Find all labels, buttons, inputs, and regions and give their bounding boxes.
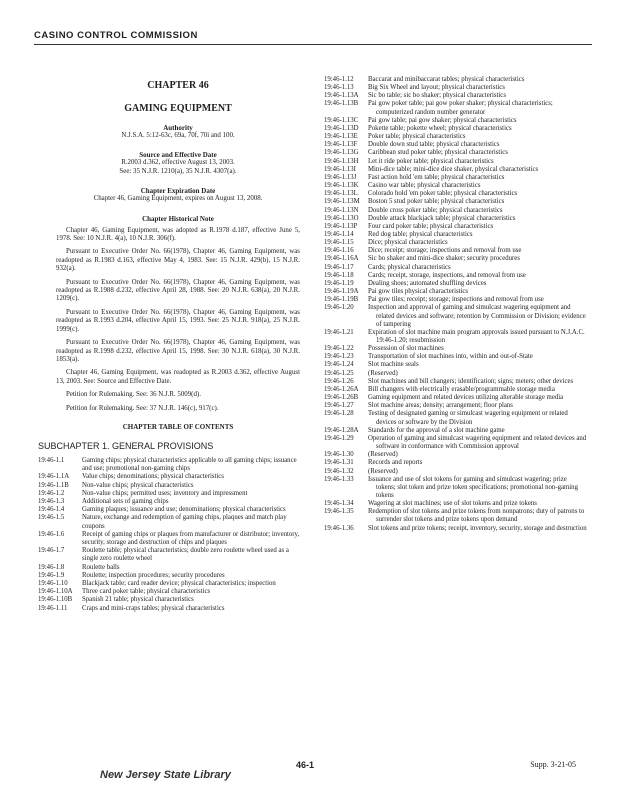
section-title: Double down stud table; physical characteristics bbox=[368, 141, 500, 149]
section-number: 19:46-1.13N bbox=[324, 206, 359, 214]
section-number: 19:46-1.13E bbox=[324, 133, 358, 141]
section-title: Dice; receipt; storage; inspections and removal from use bbox=[368, 247, 522, 255]
section-number: 19:46-1.7 bbox=[38, 547, 65, 555]
toc-entry bbox=[38, 514, 300, 530]
toc-entry bbox=[38, 588, 300, 596]
toc-entry bbox=[324, 386, 588, 394]
toc-entry bbox=[38, 482, 300, 490]
toc-entry bbox=[324, 378, 588, 386]
toc-entry bbox=[324, 247, 588, 255]
section-title: Craps and mini-craps tables; physical characteristics bbox=[82, 604, 225, 612]
expiration-text: Chapter 46, Gaming Equipment, expires on August 13, 2008. bbox=[93, 195, 263, 203]
toc-entry bbox=[324, 500, 588, 508]
toc-entry bbox=[324, 353, 588, 361]
toc-entry bbox=[38, 490, 300, 498]
toc-entry bbox=[324, 394, 588, 402]
section-title: Boston 5 stud poker table; physical characteristics bbox=[368, 198, 505, 206]
section-title: Transportation of slot machines into, within and out-of-State bbox=[368, 353, 533, 361]
section-number: 19:46-1.8 bbox=[38, 563, 65, 571]
toc-entry bbox=[324, 223, 588, 231]
toc-entry bbox=[324, 239, 588, 247]
section-number: 19:46-1.13B bbox=[324, 100, 359, 108]
section-title: Receipt of gaming chips or plaques from manufacturer or distributor; inventory, security, storage and destruction of chips and plaques bbox=[82, 530, 300, 546]
section-title: Let it ride poker table; physical characteristics bbox=[368, 157, 494, 165]
toc-entry bbox=[324, 459, 588, 467]
section-number: 19:46-1.13K bbox=[324, 182, 359, 190]
section-title: Value chips; denominations; physical characteristics bbox=[82, 473, 224, 481]
section-number: 19:46-1.1 bbox=[38, 456, 65, 464]
toc-entry bbox=[324, 84, 588, 92]
section-number: 19:46-1.27 bbox=[324, 402, 354, 410]
toc-entry bbox=[324, 158, 588, 166]
section-number: 19:46-1.22 bbox=[324, 345, 354, 353]
chapter-title: GAMING EQUIPMENT bbox=[124, 103, 232, 114]
section-title: Nature, exchange and redemption of gaming chips, plaques and match play coupons bbox=[82, 514, 287, 530]
section-number: 19:46-1.33 bbox=[324, 475, 354, 483]
toc-entry bbox=[324, 435, 588, 451]
toc-entry bbox=[324, 215, 588, 223]
section-title: Double attack blackjack table; physical characteristics bbox=[368, 214, 516, 222]
section-title: Sic bo shaker and mini-dice shaker; security procedures bbox=[368, 255, 520, 263]
toc-entry bbox=[38, 473, 300, 481]
history-paragraph: Pursuant to Executive Order No. 66(1978), Chapter 46, Gaming Equipment, was readopted as R.1988 d.232, effective April 28, 1988. See: 20 N.J.R. 638(a), 20 N.J.R. 1209(c). bbox=[56, 278, 300, 303]
section-number: 19:46-1.10B bbox=[38, 596, 73, 604]
section-title: Operation of gaming and simulcast wagering equipment and related devices and software in conformance with Commission approval bbox=[368, 434, 587, 451]
section-number: 19:46-1.18 bbox=[324, 271, 354, 279]
section-title: Fast action hold 'em table; physical characteristics bbox=[368, 173, 505, 181]
toc-entry bbox=[324, 264, 588, 272]
section-title: Gaming chips; physical characteristics applicable to all gaming chips; issuance and use; promotional non-gaming chips bbox=[82, 456, 297, 473]
section-title: Expiration of slot machine main program approvals issued pursuant to N.J.A.C. 19:46-1.20; resubmission bbox=[368, 328, 585, 344]
section-title: (Reserved) bbox=[368, 451, 398, 459]
section-title: Colorado hold 'em poker table; physical characteristics bbox=[368, 190, 518, 198]
toc-entry bbox=[38, 564, 300, 572]
toc-heading: CHAPTER TABLE OF CONTENTS bbox=[122, 422, 234, 431]
section-title: Wagering at slot machines; use of slot tokens and prize tokens bbox=[368, 500, 537, 508]
history-paragraph: Pursuant to Executive Order No. 66(1978), Chapter 46, Gaming Equipment, was readopted as R.1998 d.232, effective April 15, 1998. See: 30 N.J.R. 618(a), 30 N.J.R. 1853(a). bbox=[56, 339, 300, 363]
subchapter-heading: SUBCHAPTER 1. GENERAL PROVISIONS bbox=[38, 440, 214, 451]
section-title: Big Six Wheel and layout; physical characteristics bbox=[368, 84, 505, 92]
section-number: 19:46-1.1B bbox=[38, 481, 69, 489]
toc-entry bbox=[38, 605, 300, 613]
section-number: 19:46-1.28A bbox=[324, 426, 359, 434]
toc-entry bbox=[324, 427, 588, 435]
section-number: 19:46-1.16A bbox=[324, 255, 359, 263]
section-number: 19:46-1.13A bbox=[324, 92, 359, 100]
section-title: Slot machines and bill changers; identification; signs; meters; other devices bbox=[368, 377, 574, 385]
toc-entry bbox=[38, 498, 300, 506]
section-number: 19:46-1.1A bbox=[38, 473, 70, 481]
section-title: Roulette balls bbox=[82, 563, 120, 571]
section-number: 19:46-1.13H bbox=[324, 157, 359, 165]
section-title: Poker table; physical characteristics bbox=[368, 133, 466, 141]
toc-entry bbox=[324, 288, 588, 296]
section-title: Baccarat and minibaccarat tables; physical characteristics bbox=[368, 76, 525, 83]
toc-entry bbox=[324, 231, 588, 239]
section-title: Pai gow tiles; receipt; storage; inspections and removal from use bbox=[368, 296, 544, 304]
toc-entry bbox=[324, 361, 588, 369]
expiration-heading: Chapter Expiration Date bbox=[140, 187, 216, 196]
section-title: Slot tokens and prize tokens; receipt, inventory, security, storage and destruction bbox=[368, 524, 587, 532]
section-number: 19:46-1.35 bbox=[324, 508, 354, 516]
toc-entry bbox=[324, 370, 588, 378]
section-number: 19:46-1.14 bbox=[324, 230, 354, 238]
toc-entry bbox=[324, 166, 588, 174]
history-paragraph: Chapter 46, Gaming Equipment, was readopted as R.2003 d.362, effective August 13, 2003. See: Source and Effective Date. bbox=[56, 369, 300, 385]
toc-entry bbox=[324, 304, 588, 328]
section-number: 19:46-1.26A bbox=[324, 385, 359, 393]
section-number: 19:46-1.19 bbox=[324, 279, 354, 287]
toc-entry bbox=[324, 468, 588, 476]
section-title: Additional sets of gaming chips bbox=[82, 497, 169, 505]
section-number: 19:46-1.17 bbox=[324, 263, 354, 271]
toc-entry bbox=[38, 547, 300, 563]
section-number: 19:46-1.26 bbox=[324, 377, 354, 385]
toc-entry bbox=[324, 525, 588, 533]
section-title: Possession of slot machines bbox=[368, 345, 444, 353]
section-title: Dealing shoes; automated shuffling devices bbox=[368, 279, 487, 287]
section-number: 19:46-1.6 bbox=[38, 530, 65, 538]
toc-entry bbox=[324, 141, 588, 149]
toc-entry bbox=[324, 345, 588, 353]
toc-entry bbox=[324, 402, 588, 410]
toc-entry bbox=[38, 457, 300, 473]
toc-entry bbox=[324, 280, 588, 288]
section-number: 19:46-1.19B bbox=[324, 296, 359, 304]
section-number: 19:46-1.13P bbox=[324, 222, 358, 230]
section-number: 19:46-1.12 bbox=[324, 76, 354, 83]
section-title: Non-value chips; permitted uses; inventory and impressment bbox=[82, 489, 248, 497]
toc-entry bbox=[324, 133, 588, 141]
section-number: 19:46-1.16 bbox=[324, 247, 354, 255]
section-number: 19:46-1.26B bbox=[324, 394, 359, 402]
section-number: 19:46-1.10A bbox=[38, 588, 73, 596]
section-title: Four card poker table; physical characteristics bbox=[368, 222, 494, 230]
toc-entry bbox=[324, 92, 588, 100]
toc-entry bbox=[38, 531, 300, 547]
section-number: 19:46-1.5 bbox=[38, 514, 65, 522]
supplement-date: Supp. 3-21-05 bbox=[530, 760, 576, 769]
section-number: 19:46-1.9 bbox=[38, 571, 65, 579]
section-title: Sic bo table; sic bo shaker; physical characteristics bbox=[368, 92, 506, 100]
history-paragraph: Chapter 46, Gaming Equipment, was adopted as R.1978 d.187, effective June 5, 1978. See: 10 N.J.R. 4(a), 10 N.J.R. 306(f). bbox=[56, 226, 300, 243]
toc-entry bbox=[324, 190, 588, 198]
left-column bbox=[38, 72, 300, 613]
authority-text: N.J.S.A. 5:12-63c, 69a, 70f, 70i and 100. bbox=[121, 132, 235, 139]
toc-entry bbox=[38, 596, 300, 604]
toc-entry bbox=[324, 117, 588, 125]
header-title: CASINO CONTROL COMMISSION bbox=[34, 30, 198, 41]
section-number: 19:46-1.13 bbox=[324, 84, 354, 92]
section-number: 19:46-1.25 bbox=[324, 369, 354, 377]
section-title: Dice; physical characteristics bbox=[368, 239, 448, 247]
section-number: 19:46-1.2 bbox=[38, 489, 65, 497]
toc-entry bbox=[324, 207, 588, 215]
page-number: 46-1 bbox=[296, 760, 315, 770]
toc-entry bbox=[324, 476, 588, 500]
authority-heading: Authority bbox=[163, 124, 193, 132]
section-number: 19:46-1.30 bbox=[324, 451, 354, 459]
section-title: Double cross poker table; physical characteristics bbox=[368, 206, 503, 214]
petition-note: Petition for Rulemaking. See: 36 N.J.R. 5009(d). bbox=[66, 391, 201, 399]
library-stamp: New Jersey State Library bbox=[100, 769, 231, 781]
source-heading: Source and Effective Date bbox=[139, 151, 217, 160]
section-title: Cards; receipt, storage, inspections, and removal from use bbox=[368, 271, 526, 279]
section-title: Non-value chips; physical characteristics bbox=[82, 481, 194, 489]
toc-entry bbox=[324, 125, 588, 133]
section-title: Records and reports bbox=[368, 459, 423, 467]
section-title: Redemption of slot tokens and prize tokens from nonpatrons; duty of patrons to surrender slot tokens and prize tokens upon demand bbox=[368, 508, 585, 524]
section-title: Caribbean stud poker table; physical characteristics bbox=[368, 149, 508, 157]
section-title: (Reserved) bbox=[368, 369, 398, 377]
section-title: Inspection and approval of gaming and simulcast wagering equipment and related devices and software; retention by Commission or Division; evidence of tampering bbox=[368, 304, 586, 328]
history-paragraph: Pursuant to Executive Order No. 66(1978), Chapter 46, Gaming Equipment, was readopted as R.1993 d.204, effective April 15, 1993. See: 25 N.J.R. 918(a), 25 N.J.R. 1999(c). bbox=[56, 308, 300, 333]
petition-note: Petition for Rulemaking. See: 37 N.J.R. 146(c), 917(c). bbox=[66, 404, 219, 412]
toc-entry bbox=[324, 329, 588, 345]
section-title: Casino war table; physical characteristics bbox=[368, 182, 481, 190]
section-title: (Reserved) bbox=[368, 467, 398, 475]
toc-entry bbox=[324, 100, 588, 116]
section-title: Bill changers with electrically erasable/programmable storage media bbox=[368, 385, 555, 393]
toc-entry bbox=[324, 451, 588, 459]
section-number: 19:46-1.31 bbox=[324, 459, 354, 467]
section-number: 19:46-1.19A bbox=[324, 288, 359, 296]
section-title: Standards for the approval of a slot machine game bbox=[368, 426, 505, 434]
source-line-1: R.2003 d.362, effective August 13, 2003. bbox=[121, 159, 235, 167]
section-number: 19:46-1.20 bbox=[324, 304, 354, 312]
section-number: 19:46-1.13L bbox=[324, 190, 358, 198]
toc-entry bbox=[324, 508, 588, 524]
section-number: 19:46-1.24 bbox=[324, 361, 354, 369]
section-number: 19:46-1.21 bbox=[324, 328, 354, 336]
section-number: 19:46-1.36 bbox=[324, 524, 354, 532]
section-number: 19:46-1.13F bbox=[324, 141, 358, 149]
section-title: Slot machine seals bbox=[368, 361, 419, 369]
section-title: Pai gow table; pai gow shaker; physical characteristics bbox=[368, 116, 517, 124]
section-number: 19:46-1.4 bbox=[38, 506, 65, 514]
section-number: 19:46-1.13M bbox=[324, 198, 360, 206]
toc-entry bbox=[324, 198, 588, 206]
section-number: 19:46-1.11 bbox=[38, 604, 68, 612]
section-title: Testing of designated gaming or simulcast wagering equipment or related devices or software by the Division bbox=[368, 410, 568, 426]
section-number: 19:46-1.23 bbox=[324, 353, 354, 361]
section-number: 19:46-1.34 bbox=[324, 500, 354, 508]
toc-entry bbox=[38, 580, 300, 588]
section-title: Roulette table; physical characteristics; double zero roulette wheel used as a single zero roulette wheel bbox=[82, 547, 289, 563]
history-paragraph: Pursuant to Executive Order No. 66(1978), Chapter 46, Gaming Equipment, was readopted as R.1983 d.163, effective May 4, 1983. See: 15 N.J.R. 429(b), 15 N.J.R. 932(a). bbox=[56, 248, 300, 273]
section-title: Slot machine areas; density; arrangement; floor plans bbox=[368, 402, 513, 410]
section-number: 19:46-1.3 bbox=[38, 497, 65, 505]
section-title: Pokette table; pokette wheel; physical characteristics bbox=[368, 124, 512, 132]
toc-entry bbox=[324, 410, 588, 426]
section-title: Blackjack table; card reader device; physical characteristics; inspection bbox=[82, 579, 276, 587]
page-header bbox=[34, 30, 592, 45]
section-title: Gaming plaques; issuance and use; denominations; physical characteristics bbox=[82, 506, 286, 514]
section-title: Red dog table; physical characteristics bbox=[368, 230, 473, 238]
section-title: Issuance and use of slot tokens for gaming and simulcast wagering; prize tokens; slot token and prize token specifications; promotional non-gaming tokens bbox=[368, 475, 578, 499]
section-number: 19:46-1.29 bbox=[324, 434, 354, 442]
chapter-label: CHAPTER 46 bbox=[147, 80, 209, 91]
section-number: 19:46-1.13O bbox=[324, 214, 359, 222]
source-line-2: See: 35 N.J.R. 1210(a), 35 N.J.R. 4307(a). bbox=[119, 167, 237, 175]
section-number: 19:46-1.28 bbox=[324, 410, 354, 418]
toc-entry bbox=[324, 296, 588, 304]
section-number: 19:46-1.15 bbox=[324, 239, 354, 247]
toc-entry bbox=[324, 174, 588, 182]
toc-entry bbox=[38, 572, 300, 580]
toc-entry bbox=[324, 149, 588, 157]
section-title: Mini-dice table; mini-dice dice shaker, physical characteristics bbox=[368, 165, 539, 173]
section-number: 19:46-1.13D bbox=[324, 124, 359, 132]
section-title: Cards; physical characteristics bbox=[368, 263, 451, 271]
section-number: 19:46-1.13G bbox=[324, 149, 359, 157]
section-number: 19:46-1.13I bbox=[324, 165, 356, 173]
section-number: 19:46-1.13J bbox=[324, 173, 357, 181]
section-number: 19:46-1.13C bbox=[324, 116, 359, 124]
toc-entry bbox=[324, 182, 588, 190]
toc-list-continued bbox=[324, 76, 588, 533]
toc-entry bbox=[324, 255, 588, 263]
section-title: Roulette; inspection procedures; security procedures bbox=[82, 571, 225, 579]
section-title: Spanish 21 table; physical characteristics bbox=[82, 596, 194, 604]
right-column bbox=[324, 76, 588, 533]
section-number: 19:46-1.32 bbox=[324, 467, 354, 475]
section-title: Pai gow tiles physical characteristics bbox=[368, 288, 469, 296]
toc-entry bbox=[324, 272, 588, 280]
section-title: Gaming equipment and related devices utilizing alterable storage media bbox=[368, 394, 564, 402]
history-heading: Chapter Historical Note bbox=[142, 214, 214, 223]
section-number: 19:46-1.10 bbox=[38, 579, 68, 587]
section-title: Pai gow poker table; pai gow poker shaker; physical characteristics; computerized random number generator bbox=[368, 100, 553, 116]
toc-entry bbox=[38, 506, 300, 514]
section-title: Three card poker table; physical characteristics bbox=[82, 588, 211, 596]
toc-list bbox=[38, 457, 300, 613]
toc-entry bbox=[324, 76, 588, 84]
